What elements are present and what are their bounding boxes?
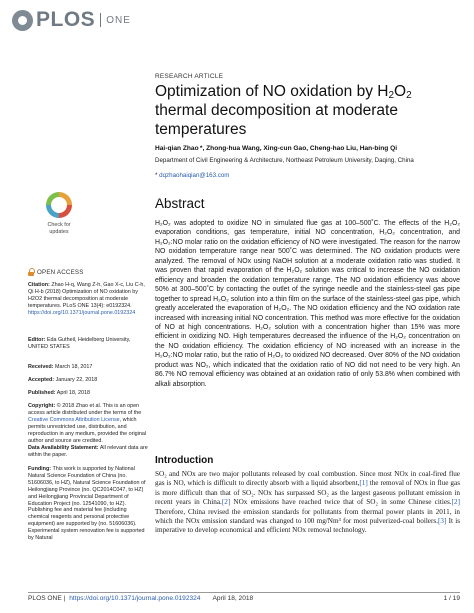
- open-access-badge: [28, 268, 84, 276]
- footer-date: April 18, 2018: [212, 595, 254, 602]
- published-date: Published: April 18, 2018: [28, 390, 91, 396]
- plos-brand: PLOS: [36, 8, 96, 31]
- corresponding-email[interactable]: * dqzhaohaiqian@163.com: [155, 172, 230, 179]
- introduction-heading: Introduction: [155, 455, 214, 466]
- editor-block: Editor: Eda Gutheil, Heidelberg University, UNITED STATES: [28, 337, 131, 350]
- journal-name: ONE: [106, 14, 131, 26]
- citation-doi-link[interactable]: https://doi.org/10.1371/journal.pone.0192324: [28, 309, 136, 316]
- reference-link[interactable]: [1]: [359, 479, 368, 488]
- abstract-heading: Abstract: [155, 196, 205, 211]
- open-access-label: OPEN ACCESS: [37, 268, 84, 276]
- page-number: 1 / 19: [443, 595, 460, 602]
- affiliation: Department of Civil Engineering & Architecture, Northeast Petroleum University, Daqing, China: [155, 157, 414, 164]
- page-footer: [28, 595, 460, 602]
- author-list: Hai-qian Zhao *, Zhong-hua Wang, Xing-cun Gao, Cheng-hao Liu, Han-bing Qi: [155, 145, 398, 152]
- introduction-text: SO₂ and NOx are two major pollutants released by coal combustion. Since most NOx in coal-fired flue gas is NO, which is difficult to directly absorb with a liquid absorbent,[1] the removal of NOx in flue gas is more difficult than that of SO₂. NOx has surpassed SO₂ as the largest gaseous pollutant emission in recent years in China.[2] NOx emissions have reached twice that of SO₂ in some Chinese cities.[2] Therefore, China revised the emission standards for pollutants from thermal power plants in 2011, in which the NOx emission standard was changed to 100 mg/Nm³ for most pulverized-coal boilers.[3] It is imperative to develop economical and efficient NOx removal technology.: [155, 470, 460, 535]
- footer-doi-link[interactable]: https://doi.org/10.1371/journal.pone.0192324: [69, 595, 201, 602]
- accepted-date: Accepted: January 22, 2018: [28, 377, 98, 383]
- funding-block: Funding: This work is supported by National Natural Science Foundation of China (no. 51606036, to HZ), Natural Science Foundation of Heilongjiang Province (no. QC2014C047, to HZ) and Heilongjiang Provincial Department of Education Project (no. 12541090, to HZ). Publishing fee and material fee (including chemical reagents and personal protective equipment) are supported by (no. 51606036). Experimental system renovation fee is supported by Natural: [28, 466, 146, 542]
- received-date: Received: March 18, 2017: [28, 364, 93, 370]
- abstract-text: H₂O₂ was adopted to oxidize NO in simulated flue gas at 100–500˚C. The effects of the H₂O₂ evaporation conditions, gas temperature, initial NO concentration, H₂O₂ concentration, and H₂O₂:NO molar ratio on the oxidation efficiency of NO were investigated. The reason for the narrow NO oxidation temperature range near 500˚C was determined. The NO oxidation products were analyzed. The removal of NOx using NaOH solution at a moderate oxidation ratio was studied. It was proven that rapid evaporation of the H₂O₂ solution was critical to increase the NO oxidation efficiency and broaden the oxidation temperature range. The NO oxidation efficiency was above 50% at 300–500˚C by contacting the outlet of the syringe needle and the stainless-steel gas pipe together to spread H₂O₂ solution into a thin film on the surface of the stainless-steel gas pipe, which greatly accelerated the evaporation of H₂O₂. The NO oxidation efficiency and the NO oxidation rate increased with increasing initial NO concentration. This method was more effective for the oxidation of NO at high concentrations. H₂O₂ solution with a concentration higher than 15% was more efficient in oxidizing NO. High temperatures decreased the influence of the H₂O₂ concentration on the NO oxidation efficiency. The oxidation efficiency of NO increased with an increase in the H₂O₂:NO molar ratio, but the ratio of H₂O₂ to oxidized NO decreased. Over 80% of the NO oxidation product was NO₂, which indicated that the oxidation ratio of NO did not need to be very high. An 86.7% NO removal efficiency was obtained at an oxidation ratio of only 53.8% when combined with alkali absorption.: [155, 220, 460, 388]
- citation-block: Citation: Zhao H-q, Wang Z-h, Gao X-c, Liu C-h, Qi H-b (2018) Optimization of NO oxidation by H2O2 thermal decomposition at moderate temperatures. PLoS ONE 13(4): e0192324. https://doi.org/10.1371/journal.pone.0192324: [28, 282, 145, 316]
- open-lock-icon: [28, 268, 34, 276]
- footer-journal: PLOS ONE |: [28, 595, 66, 602]
- reference-link[interactable]: [2]: [221, 498, 231, 507]
- check-updates-label: Check for updates: [47, 222, 71, 235]
- plos-one-logo[interactable]: [12, 9, 131, 31]
- crossmark-icon: [46, 192, 72, 218]
- cc-license-link[interactable]: Creative Commons Attribution License: [28, 416, 120, 423]
- article-title: Optimization of NO oxidation by $H_2O_2$ thermal decomposition at moderate temperatures: [155, 83, 412, 138]
- logo-divider: [100, 13, 101, 27]
- check-for-updates-badge[interactable]: [42, 192, 76, 242]
- reference-link[interactable]: [3]: [438, 517, 447, 526]
- article-type: RESEARCH ARTICLE: [155, 73, 224, 80]
- plos-logo-icon: [12, 10, 33, 31]
- footer-divider: [28, 592, 460, 593]
- reference-link[interactable]: [2]: [451, 498, 460, 507]
- data-availability-block: Data Availability Statement: All relevant data are within the paper.: [28, 445, 148, 458]
- copyright-block: Copyright: © 2018 Zhao et al. This is an open access article distributed under the terms of the Creative Commons Attribution License, which permits unrestricted use, distribution, and reproduction in any medium, provided the original author and source are credited.: [28, 403, 147, 444]
